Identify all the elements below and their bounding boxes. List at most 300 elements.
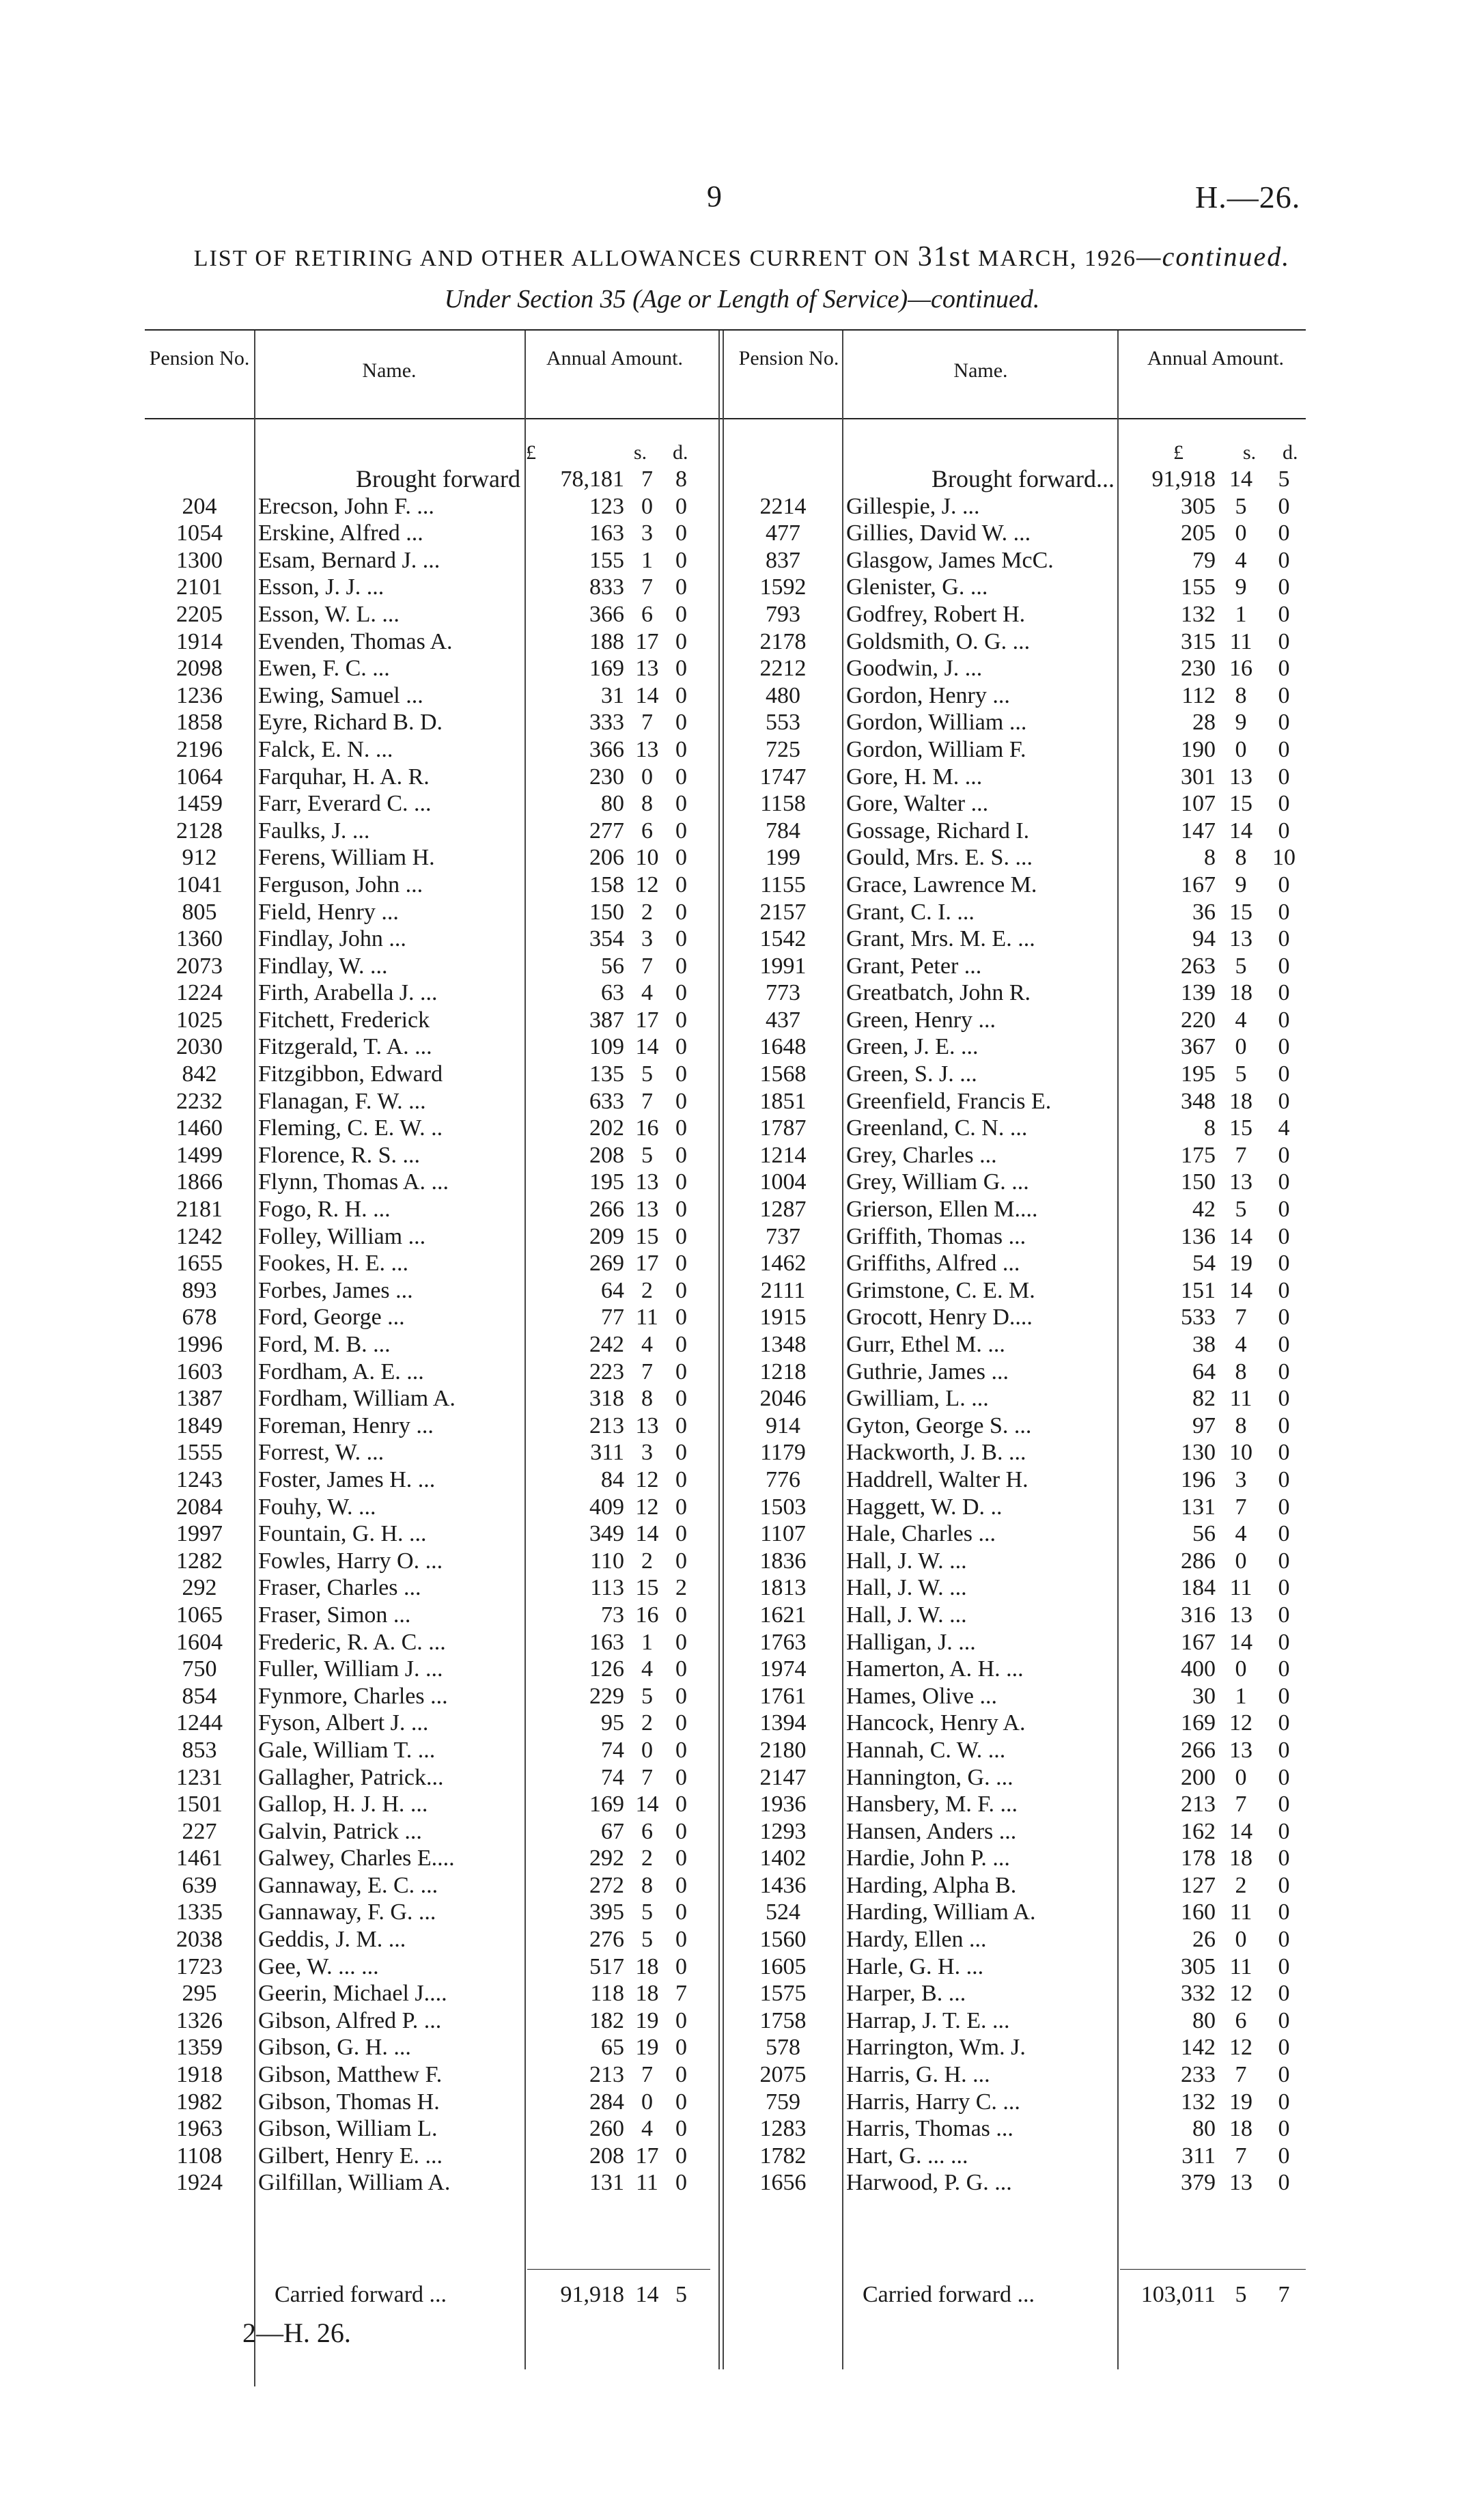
table-row (724, 953, 1306, 980)
amount-shillings: 0 (1235, 1927, 1247, 1953)
pension-number: 524 (766, 1899, 800, 1925)
amount-shillings: 15 (1229, 899, 1252, 925)
amount-pounds: 126 (589, 1656, 624, 1682)
amount-pence: 0 (675, 1953, 687, 1979)
table-row (724, 2169, 1306, 2197)
amount-pounds: 213 (589, 2062, 624, 2088)
table-row (724, 1926, 1306, 1953)
amount-pence: 0 (675, 818, 687, 844)
table-row (724, 1953, 1306, 1981)
pension-number: 2128 (176, 818, 223, 844)
pensioner-name: Galwey, Charles E.... (258, 1846, 455, 1871)
amount-pence: 0 (675, 1710, 687, 1736)
amount-pounds: 286 (1181, 1548, 1216, 1574)
pension-number: 2196 (176, 736, 223, 762)
table-row (145, 1926, 697, 1953)
amount-pounds: 367 (1181, 1034, 1216, 1060)
pension-number: 1402 (759, 1846, 807, 1871)
pension-number: 1300 (176, 547, 223, 573)
amount-pounds: 332 (1181, 1981, 1216, 2007)
pension-number: 1836 (759, 1548, 807, 1574)
pension-number: 1462 (759, 1251, 807, 1277)
pension-number: 1025 (176, 1007, 223, 1033)
pensioner-name: Gurr, Ethel M. ... (846, 1332, 1005, 1357)
pensioner-name: Grant, Peter ... (846, 953, 982, 979)
amount-pounds: 208 (589, 1142, 624, 1168)
table-row (145, 872, 697, 899)
amount-shillings: 0 (641, 1737, 653, 1763)
table-row (724, 1710, 1306, 1737)
pensioner-name: Harris, G. H. ... (846, 2062, 990, 2088)
amount-pounds: 400 (1181, 1656, 1216, 1682)
amount-pence: 0 (675, 2089, 687, 2115)
amount-pounds: 167 (1181, 872, 1216, 897)
title-date: 31st (917, 241, 971, 273)
amount-pence: 0 (675, 953, 687, 979)
header-name-left: Name. (362, 359, 417, 382)
pensioner-name: Fraser, Simon ... (258, 1602, 411, 1628)
amount-pence: 0 (1278, 1494, 1290, 1520)
pension-number: 1283 (759, 2116, 807, 2142)
amount-pence: 4 (1278, 1115, 1290, 1141)
table-row (145, 1061, 697, 1088)
amount-shillings: 14 (635, 1521, 659, 1547)
pensioner-name: Flynn, Thomas A. ... (258, 1169, 449, 1195)
amount-pounds: 301 (1181, 764, 1216, 790)
pensioner-name: Forrest, W. ... (258, 1440, 384, 1466)
pension-number: 2205 (176, 601, 223, 627)
table-row (724, 1196, 1306, 1223)
amount-pence: 0 (1278, 2170, 1290, 2196)
carried-forward-pence: 7 (1278, 2282, 1290, 2307)
right-shillings-unit: s. (1243, 441, 1257, 464)
table-row (724, 1359, 1306, 1386)
carried-forward-row (145, 2281, 697, 2309)
pensioner-name: Fountain, G. H. ... (258, 1521, 427, 1547)
amount-pence: 0 (1278, 1007, 1290, 1033)
amount-pence: 0 (675, 493, 687, 519)
amount-pence: 2 (675, 1575, 687, 1601)
table-row (145, 736, 697, 764)
pension-number: 295 (182, 1981, 217, 2007)
amount-pounds: 284 (589, 2089, 624, 2115)
pensioner-name: Gilbert, Henry E. ... (258, 2143, 443, 2169)
pension-number: 725 (766, 736, 800, 762)
table-row (145, 1574, 697, 1602)
amount-pounds: 67 (601, 1818, 624, 1844)
pension-number: 1555 (176, 1440, 223, 1466)
table-row (145, 1737, 697, 1764)
table-row (724, 1466, 1306, 1494)
pension-number: 1763 (759, 1629, 807, 1655)
pensioner-name: Gibson, William L. (258, 2116, 438, 2142)
amount-shillings: 6 (641, 818, 653, 844)
amount-shillings: 13 (635, 1197, 659, 1223)
table-row (145, 1412, 697, 1440)
amount-pounds: 213 (589, 1412, 624, 1438)
pensioner-name: Greatbatch, John R. (846, 980, 1031, 1006)
amount-pence: 0 (675, 1115, 687, 1141)
amount-pounds: 220 (1181, 1007, 1216, 1033)
amount-pounds: 230 (1181, 656, 1216, 682)
carried-forward-pounds: 103,011 (1140, 2282, 1216, 2307)
amount-pence: 0 (1278, 2116, 1290, 2142)
table-row (724, 872, 1306, 899)
table-row (724, 2143, 1306, 2170)
pensioner-name: Guthrie, James ... (846, 1359, 1009, 1384)
table-row (724, 1007, 1306, 1034)
amount-pounds: 208 (589, 2143, 624, 2169)
pensioner-name: Gordon, William F. (846, 736, 1026, 762)
amount-pounds: 160 (1181, 1899, 1216, 1925)
table-row (145, 628, 697, 656)
amount-shillings: 4 (1235, 1521, 1247, 1547)
amount-pence: 0 (675, 1305, 687, 1331)
amount-shillings: 3 (641, 926, 653, 952)
table-row (145, 682, 697, 710)
amount-shillings: 8 (1235, 1412, 1247, 1438)
amount-pounds: 213 (1181, 1792, 1216, 1817)
amount-pounds: 132 (1181, 2089, 1216, 2115)
left-carried-forward (145, 2281, 697, 2309)
header-amount-left: Annual Amount. (546, 347, 683, 370)
amount-shillings: 14 (1229, 1629, 1252, 1655)
header-pension-no-left: Pension No. (149, 347, 250, 370)
pensioner-name: Fitchett, Frederick (258, 1007, 430, 1033)
amount-pounds: 305 (1181, 493, 1216, 519)
pension-number: 1041 (176, 872, 223, 897)
amount-shillings: 1 (641, 547, 653, 573)
table-row (724, 1548, 1306, 1575)
amount-pence: 0 (1278, 1981, 1290, 2007)
pension-number: 1054 (176, 520, 223, 546)
pension-number: 1224 (176, 980, 223, 1006)
pensioner-name: Green, Henry ... (846, 1007, 996, 1033)
table-row (724, 1412, 1306, 1440)
table-row (724, 1980, 1306, 2007)
amount-shillings: 18 (1229, 2116, 1252, 2142)
amount-shillings: 4 (641, 2116, 653, 2142)
pension-number: 1243 (176, 1466, 223, 1492)
amount-pence: 0 (675, 601, 687, 627)
amount-pounds: 127 (1181, 1872, 1216, 1898)
table-row (145, 1142, 697, 1169)
pension-number: 2038 (176, 1927, 223, 1953)
amount-pence: 0 (1278, 1927, 1290, 1953)
table-row (145, 2061, 697, 2089)
pensioner-name: Evenden, Thomas A. (258, 628, 453, 654)
table-row (145, 1818, 697, 1846)
amount-shillings: 0 (641, 2089, 653, 2115)
pension-number: 1108 (176, 2143, 223, 2169)
amount-pounds: 229 (589, 1683, 624, 1709)
pensioner-name: Farr, Everard C. ... (258, 791, 432, 817)
amount-pounds: 97 (1192, 1412, 1216, 1438)
amount-pounds: 318 (589, 1386, 624, 1412)
amount-shillings: 8 (1235, 682, 1247, 708)
pensioner-name: Gore, H. M. ... (846, 764, 983, 790)
table-row (724, 709, 1306, 736)
amount-shillings: 14 (1229, 1223, 1252, 1249)
pension-number: 2232 (176, 1088, 223, 1114)
amount-pence: 0 (1278, 1061, 1290, 1087)
table-row (724, 1845, 1306, 1872)
table-row (724, 2115, 1306, 2143)
pension-number: 1064 (176, 764, 223, 790)
table-row (724, 682, 1306, 710)
amount-shillings: 13 (1229, 926, 1252, 952)
pension-number: 793 (766, 601, 800, 627)
pension-number: 1604 (176, 1629, 223, 1655)
pension-number: 1107 (760, 1521, 806, 1547)
pensioner-name: Gould, Mrs. E. S. ... (846, 845, 1033, 871)
pension-number: 1851 (759, 1088, 807, 1114)
pension-number: 1849 (176, 1412, 223, 1438)
amount-pounds: 64 (1192, 1359, 1216, 1384)
pensioner-name: Fookes, H. E. ... (258, 1251, 409, 1277)
amount-pence: 0 (1278, 1251, 1290, 1277)
pension-number: 1287 (759, 1197, 807, 1223)
pensioner-name: Grey, Charles ... (846, 1142, 997, 1168)
brought-forward-pounds: 91,918 (1151, 466, 1216, 492)
pension-number: 1459 (176, 791, 223, 817)
amount-pence: 0 (1278, 1818, 1290, 1844)
pension-number: 893 (182, 1277, 217, 1303)
brought-forward-label: Brought forward (356, 466, 520, 492)
pension-number: 1655 (176, 1251, 223, 1277)
amount-shillings: 3 (641, 520, 653, 546)
pensioner-name: Flanagan, F. W. ... (258, 1088, 426, 1114)
amount-pounds: 42 (1192, 1197, 1216, 1223)
amount-pence: 0 (1278, 1548, 1290, 1574)
pensioner-name: Geddis, J. M. ... (258, 1927, 406, 1953)
amount-pounds: 190 (1181, 736, 1216, 762)
pensioner-name: Grant, C. I. ... (846, 899, 975, 925)
amount-shillings: 19 (1229, 1251, 1252, 1277)
amount-pence: 0 (1278, 2007, 1290, 2033)
amount-pounds: 517 (589, 1953, 624, 1979)
pensioner-name: Grierson, Ellen M.... (846, 1197, 1038, 1223)
pension-number: 1179 (760, 1440, 806, 1466)
pensioner-name: Ford, George ... (258, 1305, 405, 1331)
pension-number: 1974 (759, 1656, 807, 1682)
amount-shillings: 1 (1235, 601, 1247, 627)
amount-shillings: 0 (641, 764, 653, 790)
pension-number: 914 (766, 1412, 800, 1438)
pension-number: 1348 (759, 1332, 807, 1357)
table-row (145, 953, 697, 980)
amount-pence: 0 (675, 1872, 687, 1898)
amount-shillings: 1 (641, 1629, 653, 1655)
pensioner-name: Gee, W. ... ... (258, 1953, 379, 1979)
amount-pounds: 206 (589, 845, 624, 871)
pension-number: 1858 (176, 710, 223, 736)
table-row (145, 1710, 697, 1737)
pensioner-name: Greenland, C. N. ... (846, 1115, 1028, 1141)
pension-number: 842 (182, 1061, 217, 1087)
table-row (145, 1331, 697, 1359)
table-row (724, 1385, 1306, 1412)
amount-pounds: 30 (1192, 1683, 1216, 1709)
pensioner-name: Haggett, W. D. .. (846, 1494, 1003, 1520)
amount-pence: 0 (1278, 1683, 1290, 1709)
pensioner-name: Field, Henry ... (258, 899, 399, 925)
table-row (145, 1007, 697, 1034)
table-row (145, 1223, 697, 1251)
amount-pounds: 223 (589, 1359, 624, 1384)
amount-pence: 0 (675, 1412, 687, 1438)
pension-number: 1621 (759, 1602, 807, 1628)
amount-pounds: 158 (589, 872, 624, 897)
pension-number: 2030 (176, 1034, 223, 1060)
pensioner-name: Hall, J. W. ... (846, 1575, 967, 1601)
amount-shillings: 7 (1235, 1142, 1247, 1168)
amount-shillings: 15 (1229, 791, 1252, 817)
amount-pence: 0 (675, 791, 687, 817)
amount-pence: 0 (1278, 791, 1290, 817)
table-row (724, 1061, 1306, 1088)
brought-forward-shillings: 7 (641, 466, 653, 492)
pensioner-name: Harrap, J. T. E. ... (846, 2007, 1010, 2033)
brought-forward-row (145, 466, 697, 493)
pension-number: 1963 (176, 2116, 223, 2142)
table-row (724, 547, 1306, 574)
amount-pounds: 169 (589, 1792, 624, 1817)
pensioner-name: Frederic, R. A. C. ... (258, 1629, 446, 1655)
pension-number: 1603 (176, 1359, 223, 1384)
amount-pounds: 74 (601, 1764, 624, 1790)
amount-pence: 0 (675, 2062, 687, 2088)
pension-number: 2147 (759, 1764, 807, 1790)
center-divider-a (718, 331, 720, 2369)
amount-shillings: 0 (641, 493, 653, 519)
pension-number: 1982 (176, 2089, 223, 2115)
amount-pence: 0 (1278, 1872, 1290, 1898)
pension-number: 1568 (759, 1061, 807, 1087)
amount-pounds: 65 (601, 2035, 624, 2061)
amount-pounds: 311 (590, 1440, 624, 1466)
amount-shillings: 13 (1229, 1602, 1252, 1628)
amount-shillings: 14 (1229, 1277, 1252, 1303)
amount-shillings: 5 (641, 1683, 653, 1709)
amount-pounds: 94 (1192, 926, 1216, 952)
amount-pence: 0 (1278, 1792, 1290, 1817)
pensioner-name: Gibson, G. H. ... (258, 2035, 411, 2061)
pension-number: 805 (182, 899, 217, 925)
table-row (724, 1142, 1306, 1169)
amount-shillings: 4 (1235, 547, 1247, 573)
table-row (145, 1385, 697, 1412)
amount-pounds: 175 (1181, 1142, 1216, 1168)
pension-number: 1723 (176, 1953, 223, 1979)
pension-number: 1231 (176, 1764, 223, 1790)
amount-pence: 0 (1278, 547, 1290, 573)
amount-pounds: 196 (1181, 1466, 1216, 1492)
amount-pounds: 56 (1192, 1521, 1216, 1547)
amount-pence: 0 (675, 1466, 687, 1492)
amount-shillings: 12 (635, 872, 659, 897)
carried-forward-pence: 5 (675, 2282, 687, 2307)
pension-number: 1242 (176, 1223, 223, 1249)
amount-pence: 0 (1278, 1440, 1290, 1466)
pensioner-name: Gyton, George S. ... (846, 1412, 1032, 1438)
pensioner-name: Harwood, P. G. ... (846, 2170, 1012, 2196)
table-row (145, 1277, 697, 1305)
amount-shillings: 3 (641, 1440, 653, 1466)
pension-number: 2075 (759, 2062, 807, 2088)
carried-forward-label: Carried forward ... (275, 2282, 447, 2307)
pensioner-name: Grimstone, C. E. M. (846, 1277, 1035, 1303)
amount-shillings: 14 (1229, 1818, 1252, 1844)
amount-pence: 0 (675, 710, 687, 736)
amount-pence: 0 (675, 1034, 687, 1060)
amount-pence: 0 (1278, 899, 1290, 925)
pension-number: 204 (182, 493, 217, 519)
amount-pence: 0 (675, 1061, 687, 1087)
amount-pence: 0 (1278, 2143, 1290, 2169)
amount-pounds: 333 (589, 710, 624, 736)
amount-shillings: 1 (1235, 1683, 1247, 1709)
pensioner-name: Haddrell, Walter H. (846, 1466, 1028, 1492)
amount-pounds: 36 (1192, 899, 1216, 925)
table-row (724, 1899, 1306, 1926)
pensioner-name: Hall, J. W. ... (846, 1602, 967, 1628)
pension-number: 1914 (176, 628, 223, 654)
pension-number: 1758 (759, 2007, 807, 2033)
pensioner-name: Grey, William G. ... (846, 1169, 1029, 1195)
amount-pounds: 155 (1181, 574, 1216, 600)
right-carried-forward (724, 2281, 1306, 2309)
pensioner-name: Gilfillan, William A. (258, 2170, 451, 2196)
carried-forward-row (724, 2281, 1306, 2309)
amount-shillings: 8 (641, 1386, 653, 1412)
amount-shillings: 13 (635, 1169, 659, 1195)
pensioner-name: Fogo, R. H. ... (258, 1197, 391, 1223)
table-row (724, 1223, 1306, 1251)
pensioner-name: Fynmore, Charles ... (258, 1683, 448, 1709)
amount-pence: 0 (675, 1359, 687, 1384)
amount-pounds: 395 (589, 1899, 624, 1925)
pensioner-name: Harding, Alpha B. (846, 1872, 1017, 1898)
amount-shillings: 6 (641, 1818, 653, 1844)
pension-number: 1214 (759, 1142, 807, 1168)
amount-pence: 0 (675, 1656, 687, 1682)
amount-shillings: 2 (641, 1710, 653, 1736)
amount-shillings: 11 (1229, 1386, 1252, 1412)
pension-number: 2098 (176, 656, 223, 682)
pension-number: 1387 (176, 1386, 223, 1412)
amount-pounds: 315 (1181, 628, 1216, 654)
amount-pence: 0 (675, 2035, 687, 2061)
amount-pounds: 311 (1181, 2143, 1216, 2169)
amount-pence: 0 (1278, 574, 1290, 600)
amount-pounds: 131 (1181, 1494, 1216, 1520)
amount-pounds: 130 (1181, 1440, 1216, 1466)
amount-pounds: 80 (1192, 2007, 1216, 2033)
pensioner-name: Hackworth, J. B. ... (846, 1440, 1026, 1466)
amount-pounds: 205 (1181, 520, 1216, 546)
pension-number: 1560 (759, 1927, 807, 1953)
amount-pence: 0 (675, 1440, 687, 1466)
pension-number: 1648 (759, 1034, 807, 1060)
table-row (145, 899, 697, 926)
amount-shillings: 7 (641, 710, 653, 736)
pension-number: 1996 (176, 1332, 223, 1357)
amount-pence: 0 (1278, 710, 1290, 736)
amount-shillings: 7 (1235, 1494, 1247, 1520)
pensioner-name: Foreman, Henry ... (258, 1412, 434, 1438)
amount-pounds: 366 (589, 601, 624, 627)
